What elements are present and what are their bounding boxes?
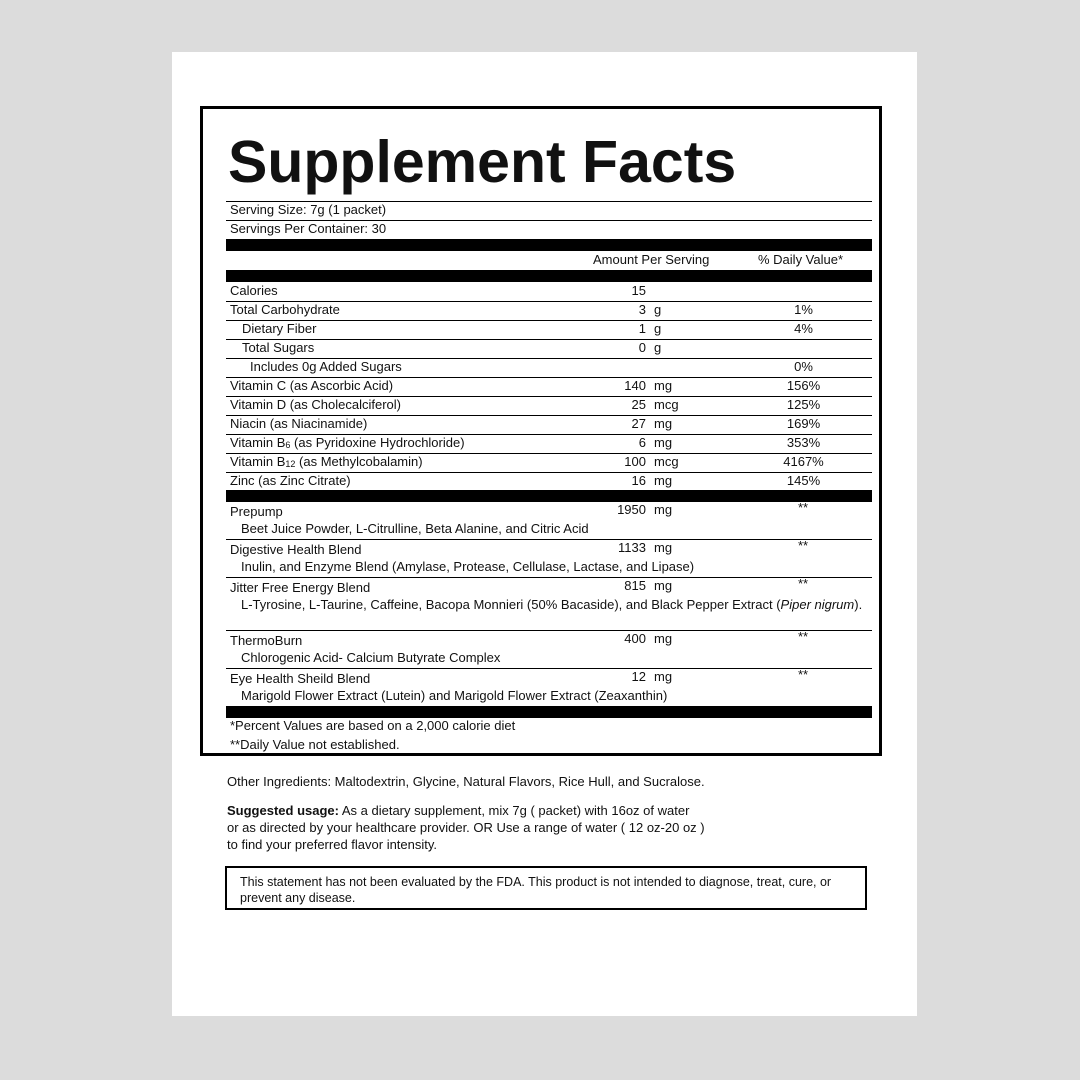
nutrient-amount: 1 <box>638 321 646 336</box>
nutrient-daily-value: 1% <box>794 302 813 317</box>
blend-ingredients <box>230 559 866 575</box>
blend-name: ThermoBurn <box>230 633 303 648</box>
blend-name: Digestive Health Blend <box>230 542 362 557</box>
blend-ingredients <box>230 597 866 613</box>
usage-line-2: or as directed by your healthcare provider. OR Use a range of water ( 12 oz-20 oz ) <box>227 820 705 835</box>
blend-amount: 400 <box>624 631 646 646</box>
nutrient-name-rest: (as Pyridoxine Hydrochloride) <box>290 435 465 450</box>
blend-daily-value: ** <box>798 629 809 644</box>
nutrient-name <box>230 454 423 470</box>
blend-ingredients-text: Inulin, and Enzyme Blend (Amylase, Protease, Cellulase, Lactase, and Lipase) <box>241 559 695 574</box>
nutrient-row <box>226 301 872 321</box>
nutrient-row <box>226 396 872 416</box>
blend-daily-value: ** <box>798 500 809 515</box>
blend-unit: mg <box>654 540 673 555</box>
supplement-facts-panel <box>200 106 882 756</box>
nutrient-unit: mg <box>654 416 673 431</box>
blend-daily-value: ** <box>798 538 809 553</box>
nutrient-row <box>226 358 872 378</box>
thick-divider <box>226 239 872 251</box>
nutrient-row <box>226 453 872 473</box>
nutrient-name-rest: (as Methylcobalamin) <box>295 454 423 469</box>
nutrient-name <box>230 473 351 489</box>
nutrient-row <box>226 320 872 340</box>
nutrient-amount: 3 <box>638 302 646 317</box>
nutrient-subscript: 6 <box>285 440 291 450</box>
blend-ingredients <box>230 521 866 537</box>
blend-ingredients-end: ). <box>854 597 863 612</box>
nutrient-row <box>226 339 872 359</box>
other-ingredients: Other Ingredients: Maltodextrin, Glycine, Natural Flavors, Rice Hull, and Sucralose. <box>227 774 705 789</box>
nutrient-name-text: Total Sugars <box>242 340 315 355</box>
nutrient-row <box>226 472 872 492</box>
nutrient-name <box>250 359 402 375</box>
nutrient-name-text: Dietary Fiber <box>242 321 317 336</box>
nutrient-name <box>230 283 278 299</box>
nutrient-amount: 140 <box>624 378 646 393</box>
blend-ingredients-text: L-Tyrosine, L-Taurine, Caffeine, Bacopa Monnieri (50% Bacaside), and Black Pepper Extract ( <box>241 597 781 612</box>
footnote-dv: **Daily Value not established. <box>230 737 400 752</box>
nutrient-amount: 100 <box>624 454 646 469</box>
nutrient-name-text: Calories <box>230 283 278 298</box>
nutrient-name <box>230 397 401 413</box>
suggested-usage <box>227 802 705 853</box>
nutrient-subscript: 12 <box>285 459 296 469</box>
nutrient-row <box>226 415 872 435</box>
blend-unit: mg <box>654 631 673 646</box>
nutrient-name <box>242 340 314 356</box>
nutrient-unit: g <box>654 340 662 355</box>
blend-row <box>226 540 872 578</box>
usage-line-1: As a dietary supplement, mix 7g ( packet) with 16oz of water <box>338 803 690 818</box>
nutrient-unit: g <box>654 302 662 317</box>
blend-unit: mg <box>654 502 673 517</box>
blend-ingredients-italic: Piper nigrum <box>780 597 855 612</box>
panel-title: Supplement Facts <box>228 129 737 195</box>
nutrient-daily-value: 145% <box>786 473 821 488</box>
nutrient-daily-value: 353% <box>786 435 821 450</box>
nutrient-unit: mg <box>654 435 673 450</box>
nutrient-row <box>226 377 872 397</box>
daily-value-header: % Daily Value* <box>758 252 844 267</box>
nutrient-name-text: Niacin (as Niacinamide) <box>230 416 368 431</box>
blend-row <box>226 502 872 540</box>
nutrient-amount: 25 <box>631 397 646 412</box>
blend-ingredients-text: Beet Juice Powder, L-Citrulline, Beta Alanine, and Citric Acid <box>241 521 589 536</box>
usage-line-3: to find your preferred flavor intensity. <box>227 837 438 852</box>
serving-size: Serving Size: 7g (1 packet) <box>230 202 387 217</box>
blend-unit: mg <box>654 578 673 593</box>
nutrient-row <box>226 282 872 302</box>
nutrient-daily-value: 156% <box>786 378 821 393</box>
blend-row <box>226 578 872 631</box>
blend-ingredients-text: Marigold Flower Extract (Lutein) and Marigold Flower Extract (Zeaxanthin) <box>241 688 668 703</box>
blend-amount: 1133 <box>618 540 646 555</box>
blend-name: Jitter Free Energy Blend <box>230 580 371 595</box>
blend-ingredients <box>230 650 866 666</box>
blend-name: Eye Health Sheild Blend <box>230 671 371 686</box>
nutrient-name-text: Vitamin B <box>230 435 286 450</box>
nutrient-amount: 6 <box>638 435 646 450</box>
nutrient-name-text: Zinc (as Zinc Citrate) <box>230 473 351 488</box>
nutrient-unit: mcg <box>654 397 679 412</box>
nutrient-daily-value: 125% <box>786 397 821 412</box>
blend-row <box>226 631 872 669</box>
blend-ingredients-text: Chlorogenic Acid- Calcium Butyrate Complex <box>241 650 501 665</box>
blend-daily-value: ** <box>798 667 809 682</box>
nutrient-unit: mg <box>654 378 673 393</box>
nutrient-name-text: Vitamin B <box>230 454 286 469</box>
servings-per-container: Servings Per Container: 30 <box>230 221 387 236</box>
nutrient-amount: 15 <box>631 283 646 298</box>
nutrient-name <box>242 321 316 337</box>
blend-name: Prepump <box>230 504 283 519</box>
nutrient-name <box>230 435 465 451</box>
fda-statement: This statement has not been evaluated by the FDA. This product is not intended to diagnose, treat, cure, or prevent any disease. <box>240 875 832 905</box>
amount-per-serving-header: Amount Per Serving <box>593 252 710 267</box>
thick-divider <box>226 490 872 502</box>
nutrient-row <box>226 434 872 454</box>
thick-divider <box>226 270 872 282</box>
blend-amount: 815 <box>624 578 646 593</box>
thick-divider <box>226 706 872 718</box>
nutrient-amount: 16 <box>631 473 646 488</box>
nutrient-daily-value: 4167% <box>783 454 824 469</box>
blend-daily-value: ** <box>798 576 809 591</box>
nutrient-daily-value: 4% <box>794 321 813 336</box>
nutrient-name <box>230 416 367 432</box>
usage-label: Suggested usage: <box>227 803 339 818</box>
nutrient-unit: mcg <box>654 454 679 469</box>
nutrient-name <box>230 302 340 318</box>
blend-amount: 1950 <box>617 502 646 517</box>
blend-row <box>226 669 872 705</box>
nutrient-name-text: Includes 0g Added Sugars <box>250 359 402 374</box>
nutrient-daily-value: 169% <box>786 416 821 431</box>
nutrient-amount: 0 <box>638 340 646 355</box>
nutrient-name <box>230 378 393 394</box>
blend-amount: 12 <box>631 669 646 684</box>
blend-ingredients <box>230 688 866 704</box>
nutrient-name-text: Total Carbohydrate <box>230 302 340 317</box>
nutrient-unit: g <box>654 321 662 336</box>
nutrient-amount: 27 <box>631 416 646 431</box>
nutrient-name-text: Vitamin C (as Ascorbic Acid) <box>230 378 394 393</box>
nutrient-unit: mg <box>654 473 673 488</box>
footnote-percent: *Percent Values are based on a 2,000 calorie diet <box>230 718 516 733</box>
nutrient-daily-value: 0% <box>794 359 813 374</box>
fda-disclaimer-box <box>225 866 867 910</box>
nutrient-name-text: Vitamin D (as Cholecalciferol) <box>230 397 401 412</box>
blend-unit: mg <box>654 669 673 684</box>
